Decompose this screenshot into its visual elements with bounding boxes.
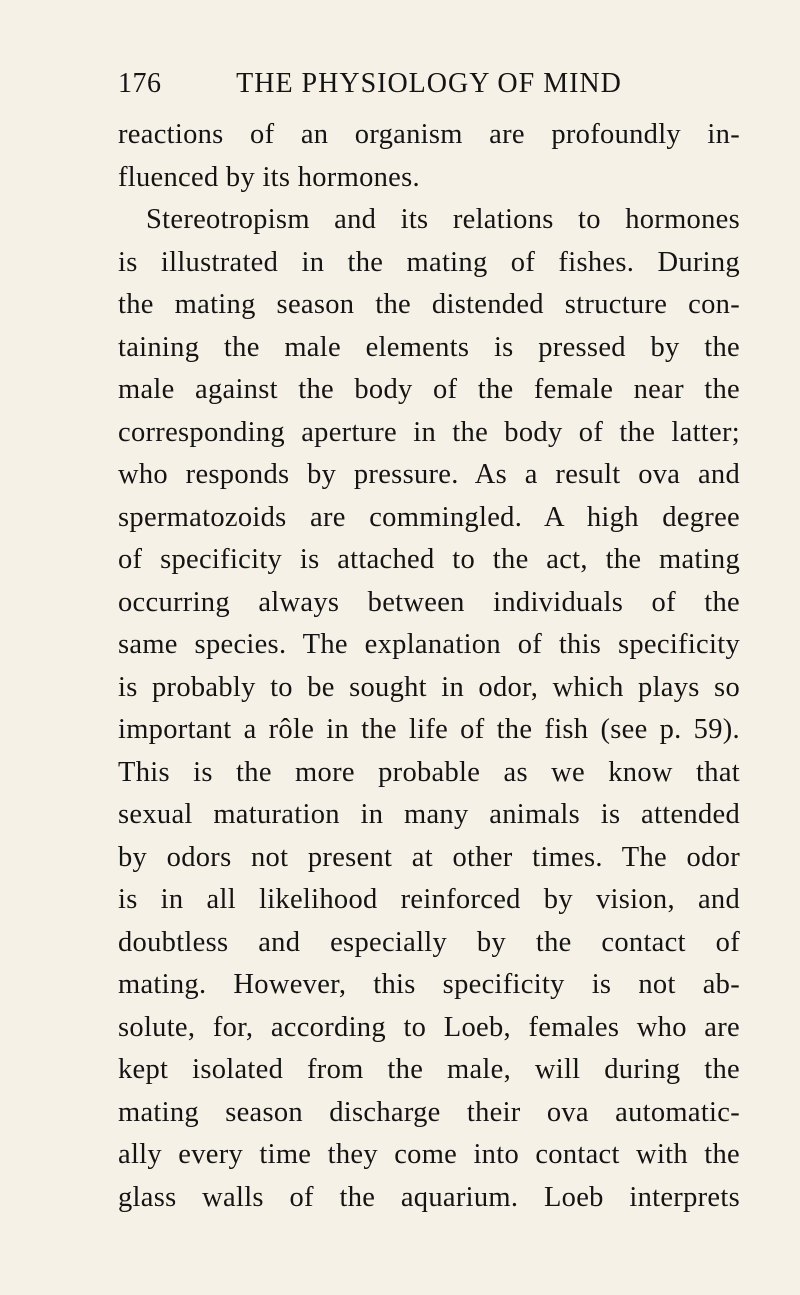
text-line: same species. The explanation of this specificity <box>118 629 740 660</box>
text-line: This is the more probable as we know that <box>118 756 740 788</box>
page-number: 176 <box>118 68 162 99</box>
text-line: reactions of an organism are profoundly in- <box>118 119 740 150</box>
running-title: THE PHYSIOLOGY OF MIND <box>236 68 622 99</box>
body-text <box>118 114 740 1219</box>
text-line: doubtless and especially by the contact of <box>118 926 740 958</box>
text-line: mating. However, this specificity is not ab- <box>118 969 740 1000</box>
running-head <box>118 64 740 104</box>
text-line: glass walls of the aquarium. Loeb interprets <box>118 1181 740 1213</box>
text-line: male against the body of the female near the <box>118 374 740 405</box>
text-line: important a rôle in the life of the fish (see p. 59). <box>118 714 740 745</box>
text-line: taining the male elements is pressed by the <box>118 331 740 363</box>
text-line: sexual maturation in many animals is attended <box>118 799 740 830</box>
text-line: is in all likelihood reinforced by vision, and <box>118 884 740 915</box>
text-line: spermatozoids are commingled. A high degree <box>118 501 740 533</box>
text-line: is illustrated in the mating of fishes. During <box>118 246 740 278</box>
text-line: who responds by pressure. As a result ova and <box>118 459 740 490</box>
text-line: corresponding aperture in the body of the latter; <box>118 416 740 448</box>
text-line: fluenced by its hormones. <box>118 161 420 193</box>
text-line: the mating season the distended structure con- <box>118 289 740 320</box>
text-line: ally every time they come into contact with the <box>118 1139 740 1170</box>
text-line: solute, for, according to Loeb, females who are <box>118 1011 740 1043</box>
text-line: occurring always between individuals of the <box>118 586 740 618</box>
text-line: mating season discharge their ova automatic- <box>118 1096 740 1128</box>
text-line: is probably to be sought in odor, which plays so <box>118 671 740 703</box>
text-line: of specificity is attached to the act, the mating <box>118 544 740 575</box>
text-line: kept isolated from the male, will during the <box>118 1054 740 1085</box>
text-line: Stereotropism and its relations to hormones <box>146 204 740 235</box>
text-line: by odors not present at other times. The odor <box>118 841 740 873</box>
